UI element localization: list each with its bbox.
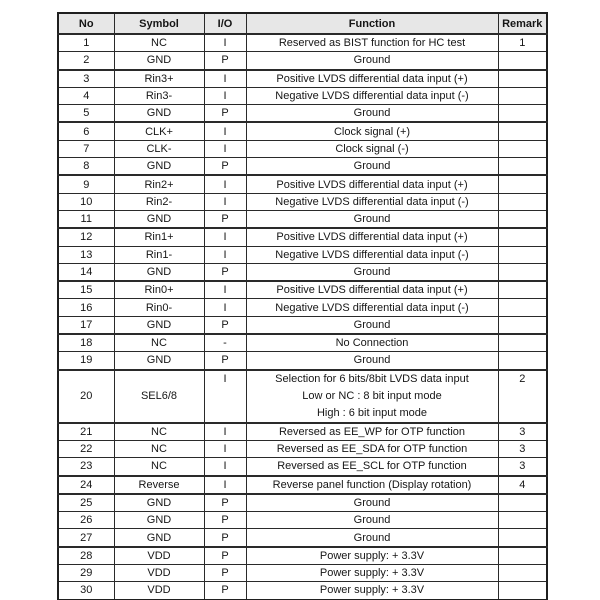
cell-remark [498,175,547,193]
table-row [58,316,547,334]
cell-function: Power supply: + 3.3V [246,582,498,600]
table-row [58,334,547,352]
cell-io: P [204,582,246,600]
cell-no: 28 [58,547,114,565]
cell-no: 7 [58,140,114,157]
cell-io: I [204,175,246,193]
cell-remark: 4 [498,476,547,494]
table-row [58,352,547,370]
cell-no: 8 [58,158,114,176]
cell-function: Positive LVDS differential data input (+) [246,281,498,299]
cell-function: Ground [246,52,498,70]
cell-symbol: Rin0+ [114,281,204,299]
cell-no: 5 [58,105,114,123]
cell-io: I [204,228,246,246]
cell-remark [498,263,547,281]
cell-no: 4 [58,87,114,104]
cell-no: 9 [58,175,114,193]
cell-io: I [204,140,246,157]
table-row [58,263,547,281]
table-row [58,547,547,565]
table-row [58,140,547,157]
cell-remark [498,158,547,176]
table-row [58,512,547,529]
cell-no: 30 [58,582,114,600]
cell-remark [498,529,547,547]
table-row [58,175,547,193]
cell-symbol: NC [114,458,204,476]
cell-remark [498,352,547,370]
cell-io: P [204,316,246,334]
cell-remark [498,105,547,123]
cell-no: 21 [58,423,114,441]
function-line: High : 6 bit input mode [316,406,428,419]
table-row [58,52,547,70]
cell-io: P [204,263,246,281]
cell-symbol: NC [114,334,204,352]
cell-remark [498,193,547,210]
cell-io: I [204,423,246,441]
table-header [58,13,547,34]
cell-function: Negative LVDS differential data input (-) [246,87,498,104]
cell-io: P [204,547,246,565]
cell-symbol: Rin2+ [114,175,204,193]
cell-symbol: GND [114,105,204,123]
cell-no: 19 [58,352,114,370]
cell-remark [498,140,547,157]
cell-remark [498,228,547,246]
cell-no: 10 [58,193,114,210]
cell-io: I [204,370,246,423]
cell-remark: 3 [498,440,547,457]
cell-symbol: GND [114,316,204,334]
cell-remark [498,52,547,70]
cell-function: Ground [246,512,498,529]
cell-function: Clock signal (+) [246,122,498,140]
cell-function: Clock signal (-) [246,140,498,157]
table-row [58,458,547,476]
header-cell-no: No [58,13,114,34]
table-row [58,70,547,88]
cell-io: - [204,334,246,352]
cell-function: Negative LVDS differential data input (-) [246,299,498,316]
cell-function: Ground [246,494,498,512]
cell-io: P [204,529,246,547]
cell-symbol: SEL6/8 [114,370,204,423]
cell-symbol: GND [114,158,204,176]
cell-function: Positive LVDS differential data input (+) [246,70,498,88]
cell-io: I [204,440,246,457]
cell-symbol: Reverse [114,476,204,494]
cell-remark [498,494,547,512]
cell-symbol: Rin3+ [114,70,204,88]
cell-function: Ground [246,105,498,123]
cell-function: Positive LVDS differential data input (+) [246,175,498,193]
table-row [58,565,547,582]
cell-symbol: VDD [114,582,204,600]
cell-io: I [204,476,246,494]
cell-symbol: GND [114,529,204,547]
table-row [58,193,547,210]
cell-function: Ground [246,263,498,281]
header-cell-function: Function [246,13,498,34]
cell-io: I [204,281,246,299]
cell-symbol: CLK+ [114,122,204,140]
cell-io: P [204,105,246,123]
cell-io: I [204,246,246,263]
cell-remark [498,210,547,228]
cell-io: P [204,352,246,370]
cell-symbol: GND [114,352,204,370]
cell-remark [498,334,547,352]
cell-function: No Connection [246,334,498,352]
cell-remark [498,316,547,334]
cell-symbol: GND [114,512,204,529]
cell-no: 16 [58,299,114,316]
cell-symbol: NC [114,440,204,457]
table-row [58,228,547,246]
cell-remark [498,246,547,263]
table-row [58,87,547,104]
cell-function: Reverse panel function (Display rotation) [246,476,498,494]
table-row [58,246,547,263]
cell-io: I [204,87,246,104]
cell-function: Ground [246,529,498,547]
cell-symbol: NC [114,423,204,441]
cell-no: 1 [58,34,114,52]
pin-description-table [57,12,548,600]
cell-remark: 3 [498,423,547,441]
cell-symbol: Rin0- [114,299,204,316]
cell-symbol: Rin3- [114,87,204,104]
cell-no: 15 [58,281,114,299]
table-row [58,494,547,512]
cell-symbol: CLK- [114,140,204,157]
cell-function: Ground [246,352,498,370]
cell-symbol: NC [114,34,204,52]
cell-symbol: GND [114,210,204,228]
header-row [58,13,547,34]
cell-io: I [204,299,246,316]
cell-no: 18 [58,334,114,352]
cell-remark [498,582,547,600]
cell-remark [498,122,547,140]
table-row [58,122,547,140]
cell-no: 3 [58,70,114,88]
cell-remark [498,87,547,104]
cell-function: Reversed as EE_SCL for OTP function [246,458,498,476]
cell-no: 17 [58,316,114,334]
cell-io: I [204,122,246,140]
cell-function: Ground [246,316,498,334]
cell-no: 23 [58,458,114,476]
function-line: Selection for 6 bits/8bit LVDS data input [275,372,469,385]
cell-function: Reversed as EE_SDA for OTP function [246,440,498,457]
table-row [58,370,547,423]
header-cell-remark: Remark [498,13,547,34]
cell-io: P [204,512,246,529]
cell-io: P [204,210,246,228]
cell-function: Power supply: + 3.3V [246,565,498,582]
cell-symbol: VDD [114,547,204,565]
cell-remark [498,547,547,565]
cell-symbol: GND [114,52,204,70]
table-row [58,299,547,316]
cell-remark: 1 [498,34,547,52]
cell-remark: 2 [498,370,547,423]
cell-remark: 3 [498,458,547,476]
cell-no: 13 [58,246,114,263]
cell-io: I [204,70,246,88]
cell-no: 26 [58,512,114,529]
cell-io: P [204,52,246,70]
table-row [58,423,547,441]
cell-function [246,370,498,423]
cell-function: Power supply: + 3.3V [246,547,498,565]
table-row [58,440,547,457]
cell-remark [498,70,547,88]
cell-no: 24 [58,476,114,494]
cell-remark [498,281,547,299]
cell-symbol: VDD [114,565,204,582]
cell-remark [498,565,547,582]
cell-no: 6 [58,122,114,140]
cell-no: 20 [58,370,114,423]
cell-no: 27 [58,529,114,547]
cell-function: Ground [246,210,498,228]
header-cell-io: I/O [204,13,246,34]
cell-no: 22 [58,440,114,457]
cell-function: Positive LVDS differential data input (+) [246,228,498,246]
cell-function: Reserved as BIST function for HC test [246,34,498,52]
cell-io: I [204,34,246,52]
function-line: Low or NC : 8 bit input mode [302,389,442,402]
cell-io: P [204,158,246,176]
table-row [58,476,547,494]
cell-function: Negative LVDS differential data input (-) [246,246,498,263]
cell-no: 14 [58,263,114,281]
cell-function: Ground [246,158,498,176]
cell-no: 11 [58,210,114,228]
header-cell-symbol: Symbol [114,13,204,34]
cell-io: I [204,193,246,210]
cell-no: 2 [58,52,114,70]
cell-remark [498,299,547,316]
cell-remark [498,512,547,529]
table-row [58,34,547,52]
cell-no: 25 [58,494,114,512]
table-row [58,281,547,299]
cell-function: Reversed as EE_WP for OTP function [246,423,498,441]
table-row [58,582,547,600]
table-row [58,529,547,547]
cell-symbol: Rin2- [114,193,204,210]
table-row [58,105,547,123]
cell-symbol: Rin1- [114,246,204,263]
table-row [58,158,547,176]
table-row [58,210,547,228]
cell-io: I [204,458,246,476]
cell-symbol: Rin1+ [114,228,204,246]
cell-io: P [204,565,246,582]
table-body [58,34,547,600]
cell-symbol: GND [114,494,204,512]
cell-symbol: GND [114,263,204,281]
cell-no: 29 [58,565,114,582]
cell-no: 12 [58,228,114,246]
cell-io: P [204,494,246,512]
cell-function: Negative LVDS differential data input (-) [246,193,498,210]
